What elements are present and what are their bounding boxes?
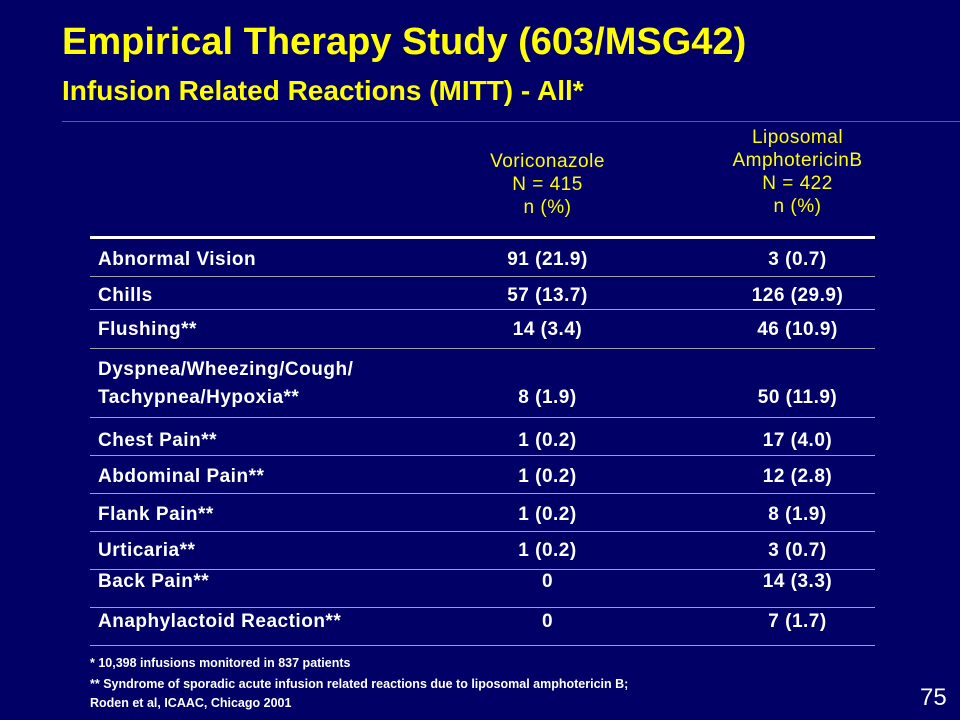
voriconazole-value: 0 xyxy=(541,571,554,592)
column-header-line: N = 415 xyxy=(512,174,583,195)
column-header-line: Liposomal xyxy=(751,127,844,148)
row-label: Urticaria** xyxy=(98,540,196,561)
row-label: Dyspnea/Wheezing/Cough/ xyxy=(98,359,354,380)
row-label: Flushing** xyxy=(98,319,197,340)
column-header-voriconazole xyxy=(455,150,640,219)
row-label: Chest Pain** xyxy=(98,430,217,451)
liposomal-value: 3 (0.7) xyxy=(768,540,827,561)
voriconazole-value: 0 xyxy=(541,611,554,632)
voriconazole-value: 1 (0.2) xyxy=(518,540,577,561)
liposomal-value: 7 (1.7) xyxy=(768,611,827,632)
voriconazole-value: 1 (0.2) xyxy=(518,466,577,487)
liposomal-value: 126 (29.9) xyxy=(751,285,844,306)
liposomal-value: 8 (1.9) xyxy=(768,504,827,525)
row-label: Back Pain** xyxy=(98,571,210,592)
column-header-line: n (%) xyxy=(773,196,822,217)
slide-subtitle: Infusion Related Reactions (MITT) - All* xyxy=(62,75,584,106)
liposomal-value: 46 (10.9) xyxy=(757,319,838,340)
row-label: Anaphylactoid Reaction** xyxy=(98,611,342,632)
row-label: Flank Pain** xyxy=(98,504,214,525)
voriconazole-value: 14 (3.4) xyxy=(512,319,583,340)
column-header-line: Voriconazole xyxy=(490,151,605,172)
row-label: Chills xyxy=(98,285,153,306)
table-row xyxy=(90,608,875,646)
table-row xyxy=(90,277,875,310)
table-row xyxy=(90,310,875,349)
footnote-infusions: * 10,398 infusions monitored in 837 patients xyxy=(90,656,351,670)
voriconazole-value: 91 (21.9) xyxy=(507,249,588,270)
row-label: Abnormal Vision xyxy=(98,249,257,270)
liposomal-value: 14 (3.3) xyxy=(762,571,833,592)
voriconazole-value: 8 (1.9) xyxy=(518,387,577,408)
column-header-line: n (%) xyxy=(523,197,572,218)
table-row xyxy=(90,532,875,570)
footnote-syndrome: ** Syndrome of sporadic acute infusion related reactions due to liposomal amphotericin B; xyxy=(90,677,629,691)
liposomal-value: 50 (11.9) xyxy=(757,387,838,408)
row-label: Abdominal Pain** xyxy=(98,466,265,487)
table-row xyxy=(90,494,875,532)
voriconazole-value: 1 (0.2) xyxy=(518,430,577,451)
column-header-liposomal-amphotericin xyxy=(695,126,900,218)
slide-number: 75 xyxy=(920,684,947,711)
table-row xyxy=(90,570,875,608)
row-divider xyxy=(90,645,875,646)
table-row xyxy=(90,456,875,494)
column-header-line: AmphotericinB xyxy=(732,150,863,171)
table-row xyxy=(90,239,875,277)
voriconazole-value: 1 (0.2) xyxy=(518,504,577,525)
row-label-continued: Tachypnea/Hypoxia** xyxy=(98,387,300,408)
liposomal-value: 17 (4.0) xyxy=(762,430,833,451)
title-divider xyxy=(62,121,960,122)
liposomal-value: 3 (0.7) xyxy=(768,249,827,270)
column-header-line: N = 422 xyxy=(762,173,833,194)
footnote-reference: Roden et al, ICAAC, Chicago 2001 xyxy=(90,696,292,710)
slide-title: Empirical Therapy Study (603/MSG42) xyxy=(62,21,747,63)
table-row xyxy=(90,418,875,456)
voriconazole-value: 57 (13.7) xyxy=(507,285,588,306)
liposomal-value: 12 (2.8) xyxy=(762,466,833,487)
table-row xyxy=(90,349,875,418)
